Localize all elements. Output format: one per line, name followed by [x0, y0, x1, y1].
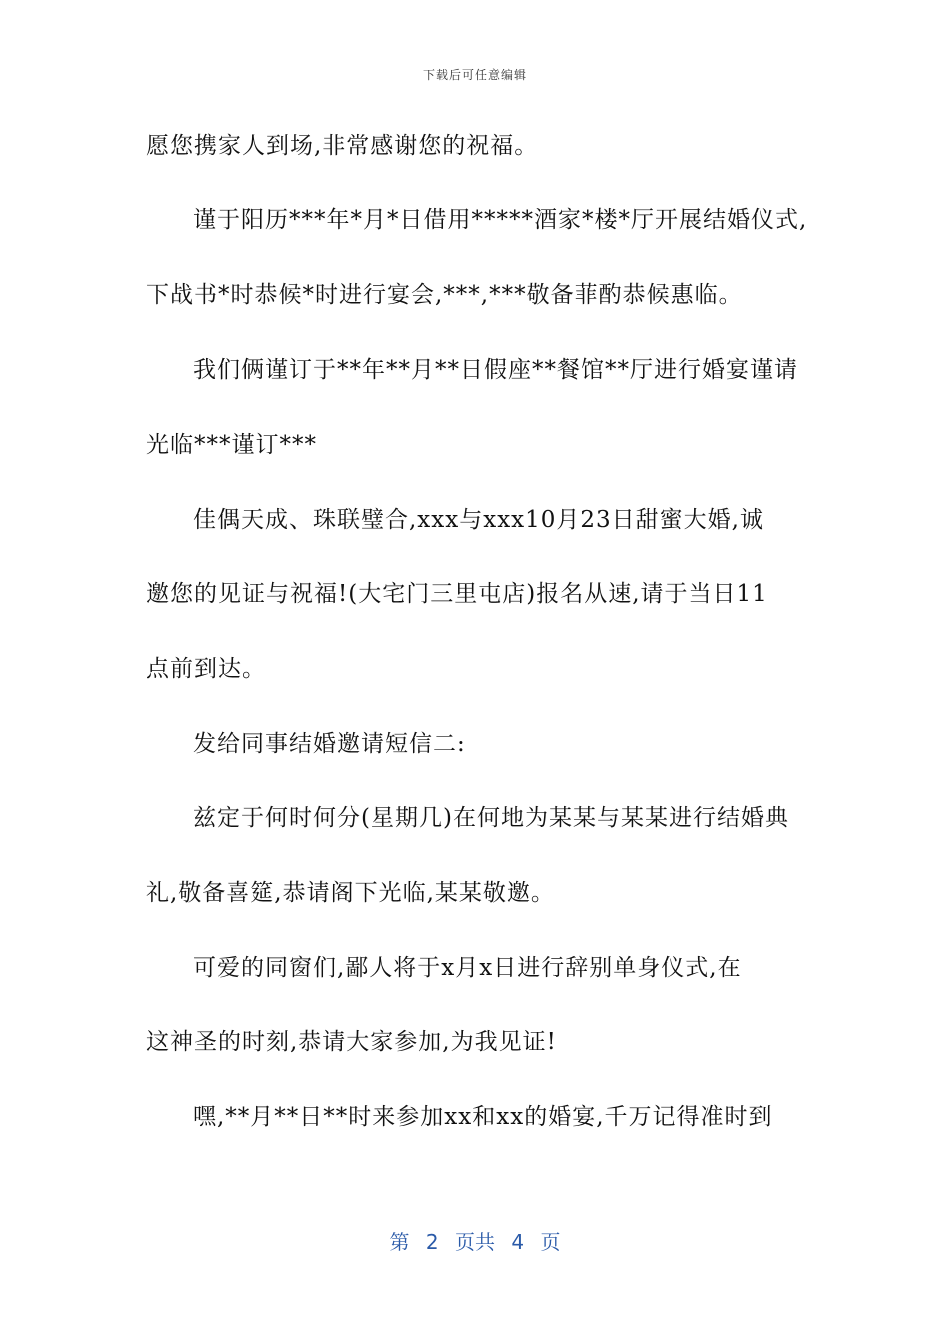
body-line: 发给同事结婚邀请短信二: — [193, 731, 466, 757]
footer-mid: 页共 — [455, 1230, 495, 1254]
body-line: 可爱的同窗们,鄙人将于x月x日进行辞别单身仪式,在 — [193, 955, 742, 981]
body-line: 兹定于何时何分(星期几)在何地为某某与某某进行结婚典 — [193, 805, 789, 831]
footer-total-pages: 4 — [511, 1230, 525, 1254]
footer-page-number: 2 — [425, 1230, 439, 1254]
body-line: 佳偶天成、珠联璧合,xxx与xxx10月23日甜蜜大婚,诚 — [193, 507, 764, 533]
body-line: 点前到达。 — [146, 656, 266, 682]
body-line: 邀您的见证与祝福!(大宅门三里屯店)报名从速,请于当日11 — [146, 581, 768, 607]
body-line: 我们俩谨订于**年**月**日假座**餐馆**厅进行婚宴谨请 — [193, 357, 798, 383]
footer-suffix: 页 — [540, 1230, 561, 1254]
body-line: 谨于阳历***年*月*日借用*****酒家*楼*厅开展结婚仪式, — [193, 207, 808, 233]
body-line: 愿您携家人到场,非常感谢您的祝福。 — [146, 133, 539, 159]
page-header: 下载后可任意编辑 — [422, 68, 527, 82]
body-line: 下战书*时恭候*时进行宴会,***,***敬备菲酌恭候惠临。 — [146, 282, 743, 308]
body-line: 光临***谨订*** — [146, 432, 317, 458]
footer-prefix: 第 — [389, 1230, 410, 1254]
page-footer — [0, 1226, 950, 1255]
body-line: 这神圣的时刻,恭请大家参加,为我见证! — [146, 1029, 557, 1055]
body-line: 嘿,**月**日**时来参加xx和xx的婚宴,千万记得准时到 — [193, 1104, 773, 1130]
body-line: 礼,敬备喜筵,恭请阁下光临,某某敬邀。 — [146, 880, 555, 906]
